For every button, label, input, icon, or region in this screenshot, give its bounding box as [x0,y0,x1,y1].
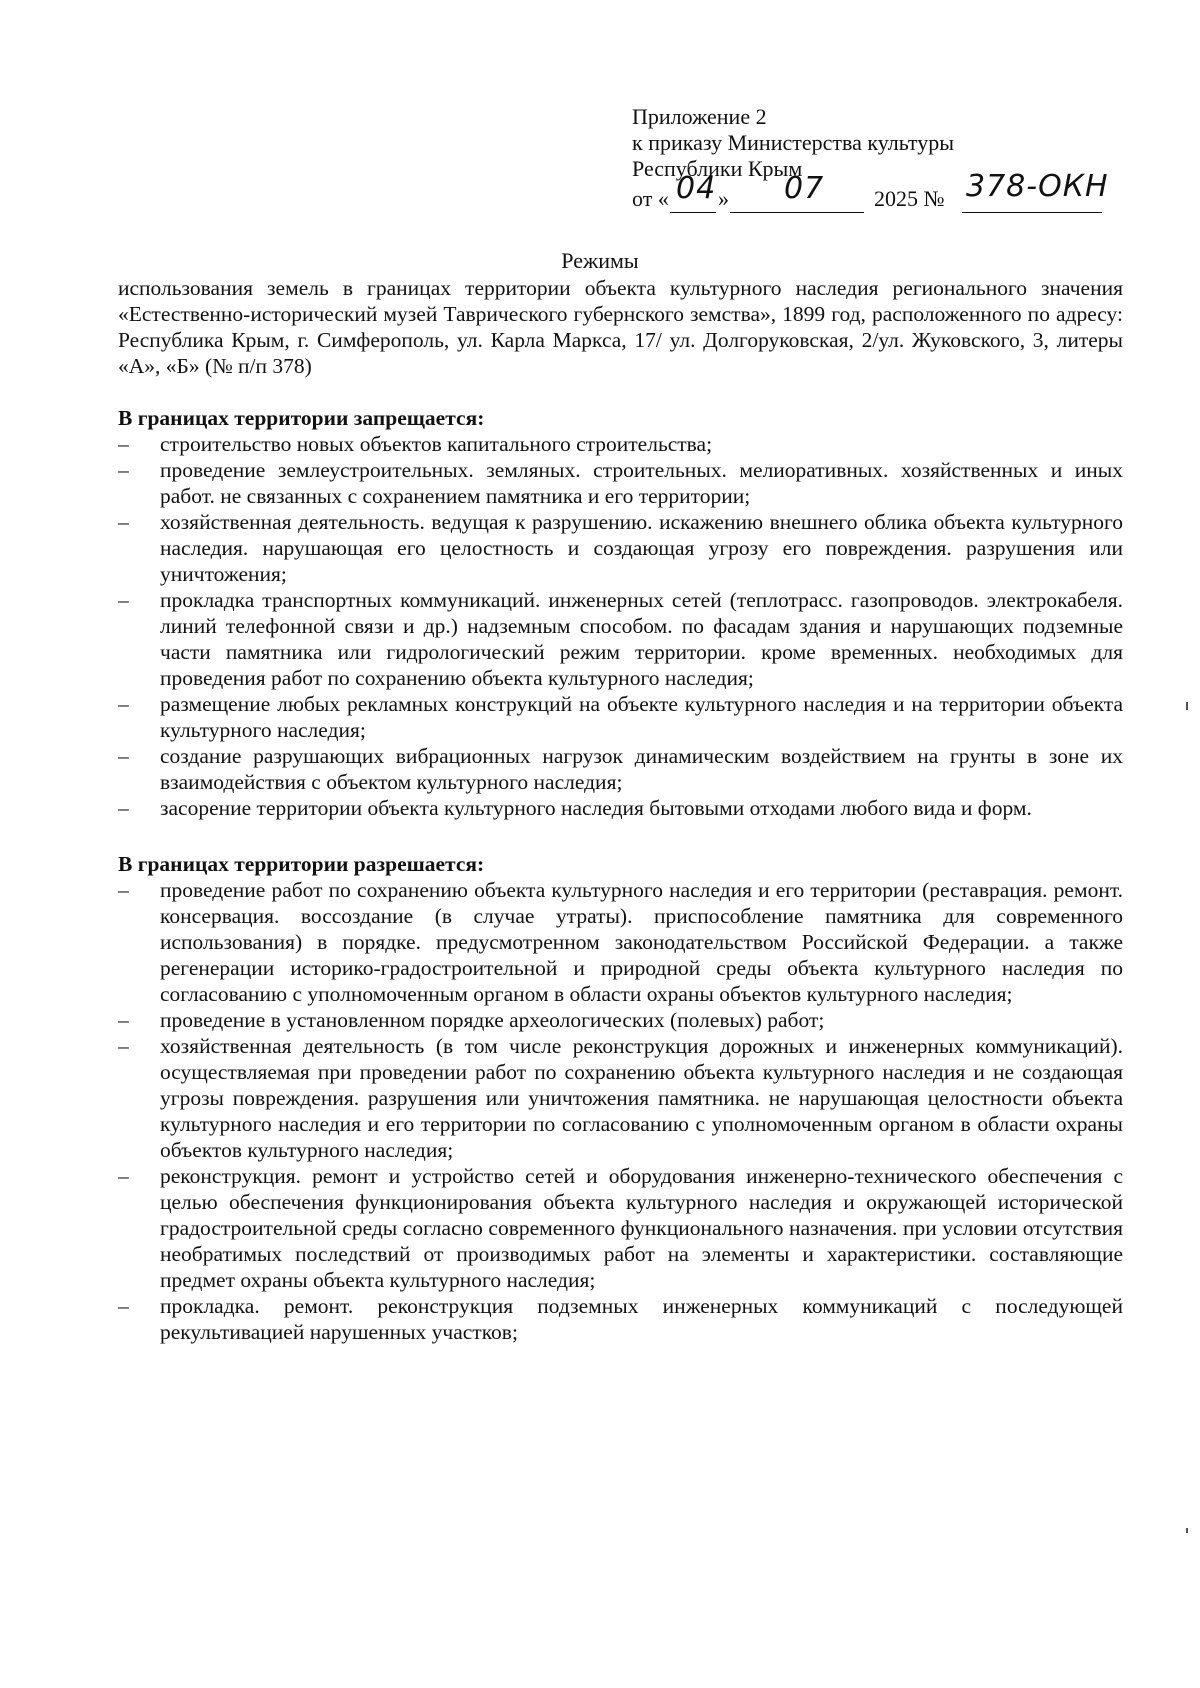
scan-speck [1186,702,1188,710]
handwritten-day: 04 [676,171,717,206]
document-body [118,275,1123,1345]
date-prefix: от « [632,186,669,211]
number-underline [962,212,1102,213]
dash-bullet: – [118,744,129,768]
day-underline [670,212,716,213]
list-item-text: засорение территории объекта культурного наследия бытовыми отходами любого вида и форм. [160,796,1032,820]
list-item [118,509,1123,587]
dash-bullet: – [118,1294,129,1318]
scan-speck [1186,1528,1188,1533]
appendix-number: Приложение 2 [632,104,767,129]
month-underline [730,212,864,213]
year-and-number-sign: 2025 № [874,186,945,211]
list-item-text: прокладка транспортных коммуникаций. инженерных сетей (теплотрасс. газопроводов. электрокабеля. линий телефонной связи и др.) надземным способом. по фасадам здания и нарушающих подземные части памятника или гидрологический режим территории. кроме временных. необходимых для проведения работ по сохранению объекта культурного наследия; [160,588,1123,690]
handwritten-month: 07 [784,171,825,206]
list-item [118,457,1123,509]
dash-bullet: – [118,432,129,456]
dash-bullet: – [118,458,129,482]
appendix-header [632,104,1152,216]
list-item [118,795,1123,821]
list-item-text: проведение землеустроительных. земляных. строительных. мелиоративных. хозяйственных и иных работ. не связанных с сохранением памятника и его территории; [160,458,1123,508]
allowed-heading: В границах территории разрешается: [118,852,485,876]
dash-bullet: – [118,796,129,820]
list-item-text: размещение любых рекламных конструкций на объекте культурного наследия и на территории объекта культурного наследия; [160,692,1123,742]
prohibited-heading: В границах территории запрещается: [118,406,485,430]
dash-bullet: – [118,588,129,612]
handwritten-order-number: 378-ОКН [966,169,1109,204]
list-item [118,743,1123,795]
order-date-line [632,169,1152,216]
date-mid: » [718,186,729,211]
dash-bullet: – [118,1164,129,1188]
dash-bullet: – [118,692,129,716]
list-item [118,1163,1123,1293]
list-item-text: прокладка. ремонт. реконструкция подземных инженерных коммуникаций с последующей рекультивацией нарушенных участков; [160,1294,1123,1344]
prohibited-list [118,431,1123,821]
dash-bullet: – [118,1034,129,1058]
list-item-text: строительство новых объектов капитального строительства; [160,432,713,456]
list-item-text: проведение в установленном порядке археологических (полевых) работ; [160,1008,825,1032]
list-item [118,1293,1123,1345]
dash-bullet: – [118,510,129,534]
dash-bullet: – [118,1008,129,1032]
order-reference: к приказу Министерства культуры [632,130,955,155]
list-item [118,1033,1123,1163]
list-item [118,431,1123,457]
allowed-section [118,851,1123,1345]
list-item [118,691,1123,743]
list-item [118,587,1123,691]
list-item-text: хозяйственная деятельность (в том числе реконструкция дорожных и инженерных коммуникаций). осуществляемая при проведении работ по сохранению объекта культурного наследия и не создающая угрозы повреждения. разрушения или уничтожения памятника. не нарушающая целостности объекта культурного наследия и его территории по согласованию с уполномоченным органом в области охраны объектов культурного наследия; [160,1034,1123,1162]
list-item-text: реконструкция. ремонт и устройство сетей и оборудования инженерно-технического обеспечения с целью обеспечения функционирования объекта культурного наследия и окружающей исторической градостроительной среды согласно современного функционального назначения. при условии отсутствия необратимых последствий от производимых работ на элементы и характеристики. составляющие предмет охраны объекта культурного наследия; [160,1164,1123,1292]
prohibited-section [118,405,1123,821]
list-item-text: создание разрушающих вибрационных нагрузок динамическим воздействием на грунты в зоне их взаимодействия с объектом культурного наследия; [160,744,1123,794]
list-item-text: проведение работ по сохранению объекта культурного наследия и его территории (реставрация. ремонт. консервация. воссоздание (в случае утраты). приспособление памятника для современного использования) в порядке. предусмотренном законодательством Российской Федерации. а также регенерации историко-градостроительной и природной среды объекта культурного наследия по согласованию с уполномоченным органом в области охраны объектов культурного наследия; [160,878,1123,1006]
list-item [118,877,1123,1007]
dash-bullet: – [118,878,129,902]
intro-paragraph: использования земель в границах территории объекта культурного наследия регионального значения «Естественно-исторический музей Таврического губернского земства», 1899 год, расположенного по адресу: Республика Крым, г. Симферополь, ул. Карла Маркса, 17/ ул. Долгоруковская, 2/ул. Жуковского, 3, литеры «А», «Б» (№ п/п 378) [118,276,1123,378]
document-title: Режимы [561,248,639,273]
allowed-list [118,877,1123,1345]
list-item [118,1007,1123,1033]
ministry-region: Республики Крым [632,156,803,181]
list-item-text: хозяйственная деятельность. ведущая к разрушению. искажению внешнего облика объекта культурного наследия. нарушающая его целостность и создающая угрозу его повреждения. разрушения или уничтожения; [160,510,1123,586]
